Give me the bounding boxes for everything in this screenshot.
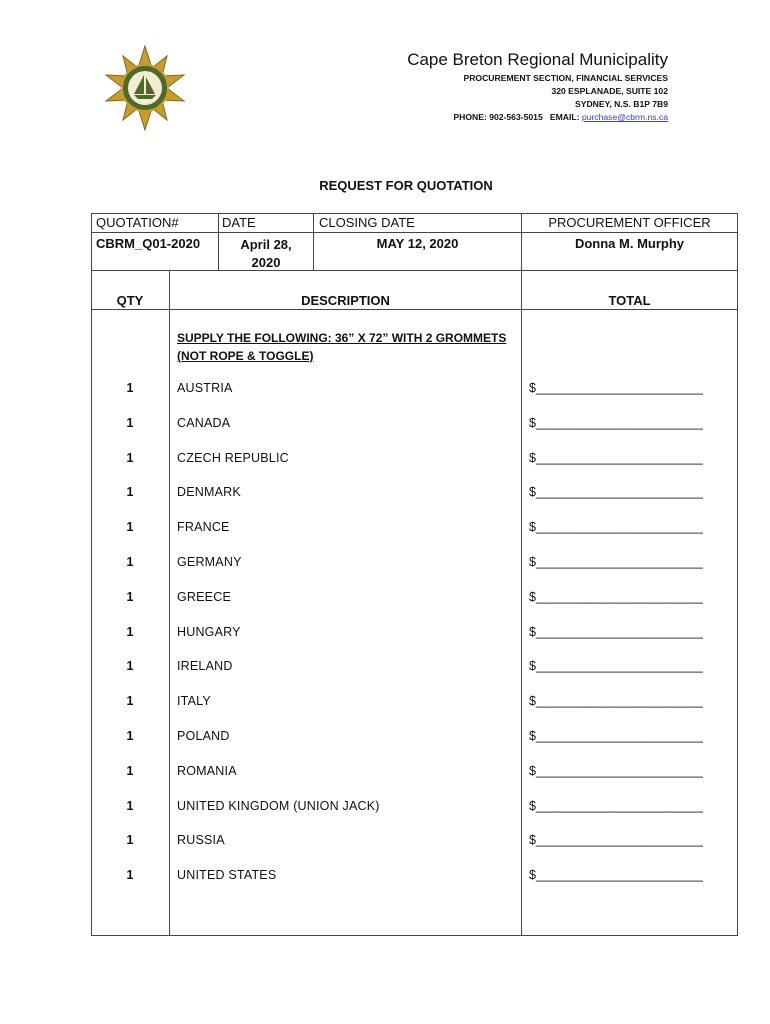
description-cell: IRELAND — [177, 659, 233, 673]
description-cell: AUSTRIA — [177, 381, 233, 395]
description-cell: UNITED KINGDOM (UNION JACK) — [177, 799, 380, 813]
info-box-border — [737, 213, 738, 271]
description-cell: CZECH REPUBLIC — [177, 451, 289, 465]
date-value — [219, 236, 313, 272]
qty-cell: 1 — [126, 868, 134, 882]
qty-cell: 1 — [126, 381, 134, 395]
qty-cell: 1 — [126, 520, 134, 534]
quotation-value: CBRM_Q01-2020 — [96, 236, 201, 251]
contact-line — [453, 112, 668, 122]
total-price-field[interactable]: $________________________ — [529, 799, 703, 813]
description-cell: GERMANY — [177, 555, 242, 569]
description-cell: DENMARK — [177, 485, 241, 499]
total-price-field[interactable]: $________________________ — [529, 694, 703, 708]
total-price-field[interactable]: $________________________ — [529, 868, 703, 882]
qty-cell: 1 — [126, 625, 134, 639]
total-price-field[interactable]: $________________________ — [529, 764, 703, 778]
description-cell: CANADA — [177, 416, 231, 430]
qty-cell: 1 — [126, 485, 134, 499]
qty-cell: 1 — [126, 694, 134, 708]
description-cell: RUSSIA — [177, 833, 225, 847]
cbrm-crest-icon — [104, 45, 186, 131]
qty-cell: 1 — [126, 659, 134, 673]
table-border — [91, 309, 738, 310]
qty-cell: 1 — [126, 451, 134, 465]
table-border — [169, 270, 170, 936]
total-price-field[interactable]: $________________________ — [529, 590, 703, 604]
table-border — [91, 935, 738, 936]
email-label: EMAIL: — [549, 112, 580, 122]
procurement-officer-value: Donna M. Murphy — [574, 236, 685, 251]
total-price-field[interactable]: $________________________ — [529, 520, 703, 534]
supply-heading-line-2: (NOT ROPE & TOGGLE) — [177, 349, 314, 363]
qty-cell: 1 — [126, 590, 134, 604]
table-border — [737, 270, 738, 936]
org-name: Cape Breton Regional Municipality — [407, 50, 668, 69]
description-cell: FRANCE — [177, 520, 230, 534]
table-border — [218, 270, 738, 271]
phone-text: PHONE: 902-563-5015 — [453, 112, 543, 122]
description-cell: GREECE — [177, 590, 231, 604]
description-cell: HUNGARY — [177, 625, 241, 639]
date-label: DATE — [222, 215, 256, 230]
closing-date-label: CLOSING DATE — [319, 215, 415, 230]
info-box-border — [91, 232, 738, 233]
qty-cell: 1 — [126, 833, 134, 847]
closing-date-value: MAY 12, 2020 — [376, 236, 459, 251]
info-box-border — [91, 270, 218, 271]
procurement-officer-label: PROCUREMENT OFFICER — [548, 215, 711, 230]
date-value-line-1: April 28, — [240, 237, 292, 252]
supply-heading-line-1: SUPPLY THE FOLLOWING: 36” X 72” WITH 2 GROMMETS — [177, 331, 507, 345]
address-line-2: 320 ESPLANADE, SUITE 102 — [551, 86, 668, 96]
qty-cell: 1 — [126, 799, 134, 813]
email-link[interactable]: purchase@cbrm.ns.ca — [581, 112, 668, 122]
supply-heading — [177, 329, 517, 365]
total-price-field[interactable]: $________________________ — [529, 833, 703, 847]
total-price-field[interactable]: $________________________ — [529, 555, 703, 569]
total-price-field[interactable]: $________________________ — [529, 625, 703, 639]
total-price-field[interactable]: $________________________ — [529, 485, 703, 499]
qty-column-header: QTY — [116, 293, 144, 308]
total-price-field[interactable]: $________________________ — [529, 451, 703, 465]
description-cell: UNITED STATES — [177, 868, 277, 882]
description-cell: POLAND — [177, 729, 230, 743]
description-cell: ROMANIA — [177, 764, 237, 778]
total-column-header: TOTAL — [608, 293, 651, 308]
qty-cell: 1 — [126, 764, 134, 778]
total-price-field[interactable]: $________________________ — [529, 381, 703, 395]
info-box-border — [91, 213, 738, 214]
description-column-header: DESCRIPTION — [301, 293, 390, 308]
table-border — [521, 270, 522, 936]
total-price-field[interactable]: $________________________ — [529, 729, 703, 743]
info-box-border — [91, 213, 92, 271]
qty-cell: 1 — [126, 555, 134, 569]
qty-cell: 1 — [126, 729, 134, 743]
address-line-3: SYDNEY, N.S. B1P 7B9 — [575, 99, 668, 109]
document-title: REQUEST FOR QUOTATION — [319, 178, 493, 193]
address-line-1: PROCUREMENT SECTION, FINANCIAL SERVICES — [463, 73, 668, 83]
total-price-field[interactable]: $________________________ — [529, 659, 703, 673]
quotation-label: QUOTATION# — [96, 215, 179, 230]
date-value-line-2: 2020 — [251, 255, 281, 270]
total-price-field[interactable]: $________________________ — [529, 416, 703, 430]
qty-cell: 1 — [126, 416, 134, 430]
description-cell: ITALY — [177, 694, 211, 708]
